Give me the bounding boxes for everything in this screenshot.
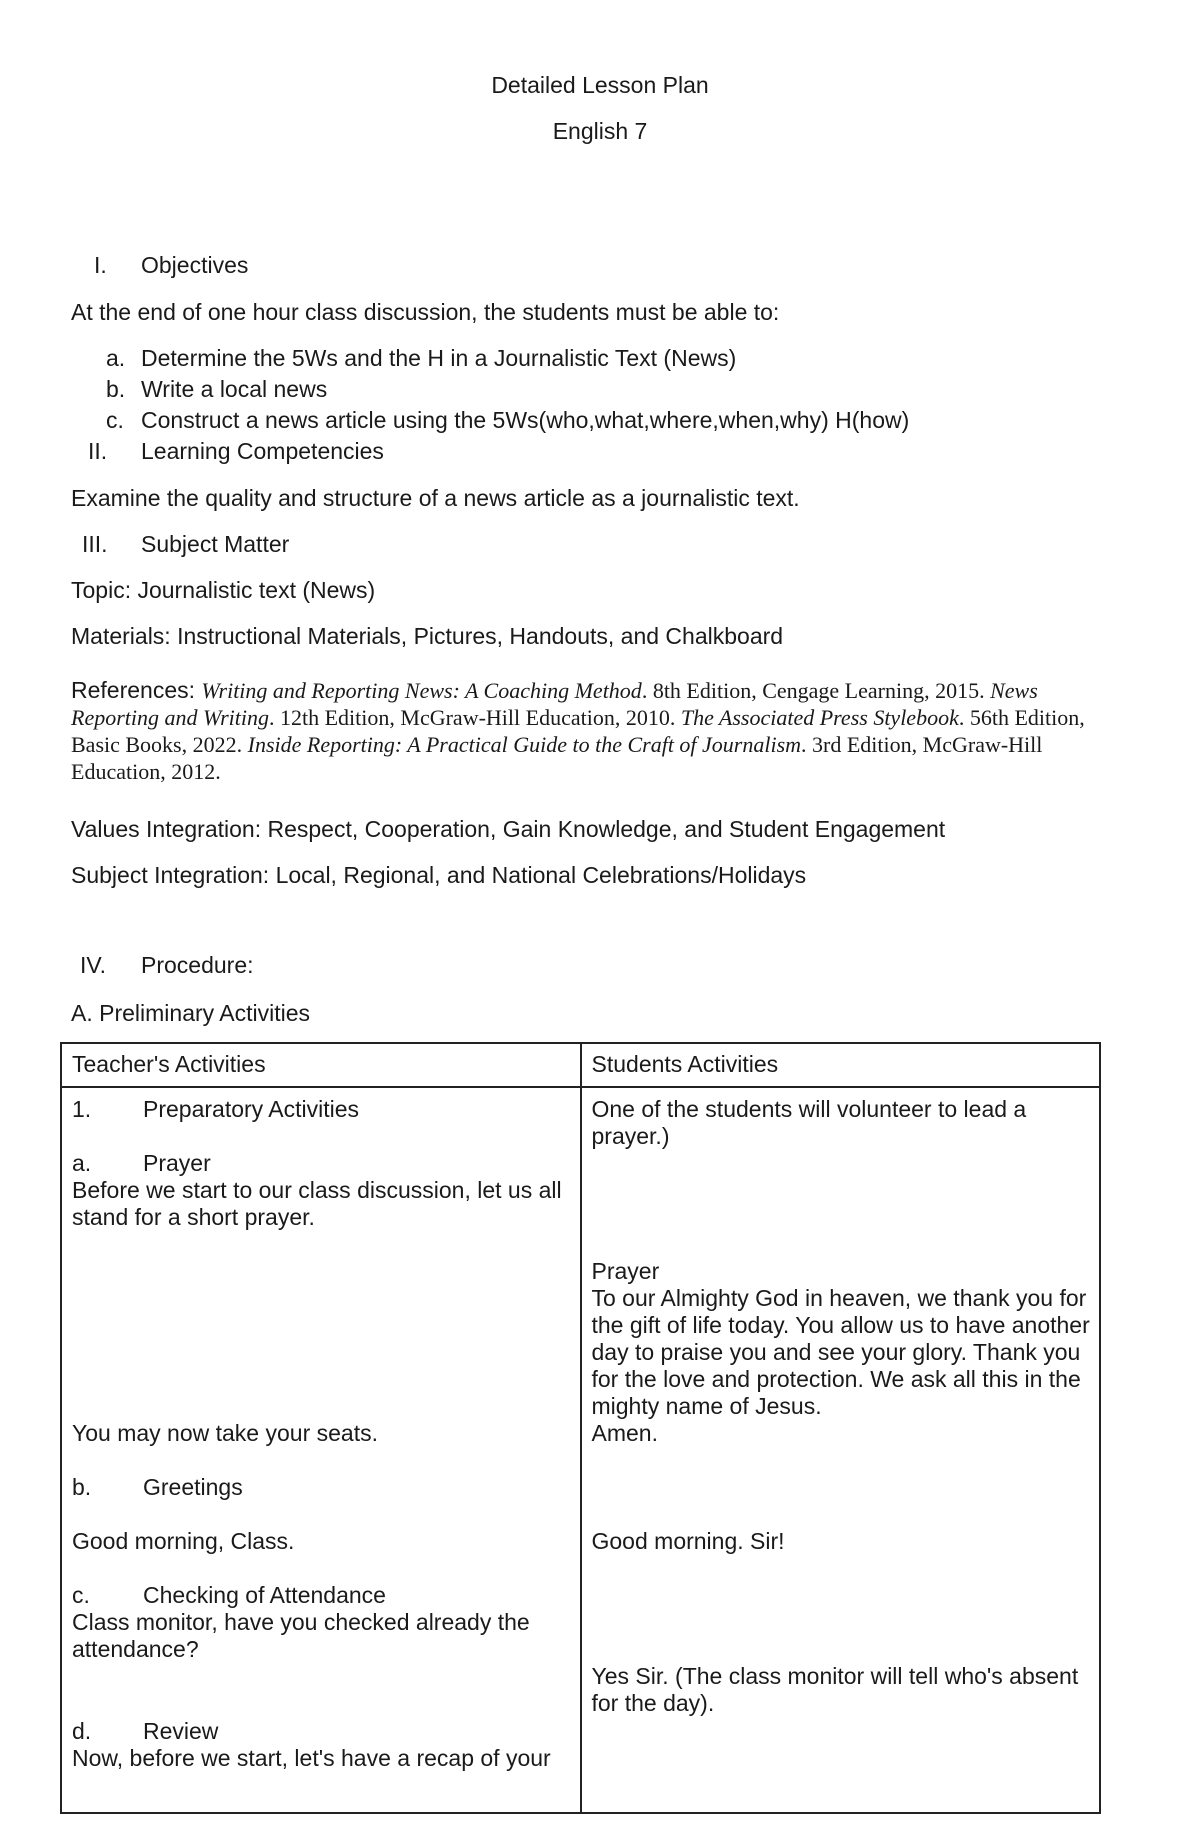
reference-3-details: . 56th Edition, Basic Books, 2022. (71, 705, 1085, 757)
prayer-instruction: Before we start to our class discussion, let us all stand for a short prayer. (72, 1177, 562, 1230)
student-prayer-label: Prayer (591, 1258, 660, 1284)
document-subtitle: English 7 (552, 118, 648, 144)
objective-marker-b: b. (106, 376, 126, 402)
greetings-marker: b. (72, 1474, 92, 1500)
amen-text: Amen. (591, 1420, 658, 1446)
reference-1-details: . 8th Edition, Cengage Learning, 2015. (641, 678, 991, 703)
objective-marker-a: a. (106, 345, 126, 371)
review-label: Review (143, 1718, 219, 1744)
competencies-numeral: II. (88, 438, 108, 464)
students-activities-cell (581, 1087, 1101, 1813)
seats-instruction: You may now take your seats. (72, 1420, 378, 1446)
objective-marker-c: c. (106, 407, 124, 433)
review-text: Now, before we start, let's have a recap of your (72, 1745, 551, 1771)
reference-1-title: Writing and Reporting News: A Coaching Method (201, 678, 642, 703)
objectives-intro: At the end of one hour class discussion, the students must be able to: (71, 299, 780, 325)
objectives-heading: Objectives (141, 252, 249, 278)
reference-3-title: The Associated Press Stylebook (680, 705, 959, 730)
review-marker: d. (72, 1718, 92, 1744)
reference-4-details: . 3rd Edition, McGraw-Hill Education, 2012. (71, 732, 1043, 784)
activities-table (60, 1042, 1101, 1814)
greetings-label: Greetings (143, 1474, 243, 1500)
values-integration: Values Integration: Respect, Cooperation, Gain Knowledge, and Student Engagement (71, 816, 946, 842)
subject-integration: Subject Integration: Local, Regional, and National Celebrations/Holidays (71, 862, 807, 888)
reference-2-title: News Reporting and Writing (71, 678, 1038, 730)
competencies-text: Examine the quality and structure of a news article as a journalistic text. (71, 485, 800, 511)
table-header-row (61, 1043, 1100, 1087)
attendance-question: Class monitor, have you checked already the attendance? (72, 1609, 530, 1662)
procedure-heading: Procedure: (141, 952, 254, 978)
students-column-label: Students Activities (591, 1051, 779, 1077)
prep-label: Preparatory Activities (143, 1096, 360, 1122)
teacher-column-label: Teacher's Activities (72, 1051, 266, 1077)
student-prayer-text: To our Almighty God in heaven, we thank you for the gift of life today. You allow us to have another day to praise you and see your glory. Thank you for the love and protection. We ask all this in the mighty name of Jesus. (591, 1285, 1090, 1419)
reference-2-details: . 12th Edition, McGraw-Hill Education, 2010. (269, 705, 681, 730)
attendance-marker: c. (72, 1582, 90, 1608)
objectives-numeral: I. (94, 252, 107, 278)
subject-matter-numeral: III. (82, 531, 108, 557)
students-column-header (581, 1043, 1101, 1087)
references-label: References: (71, 677, 202, 703)
objective-item-c: Construct a news article using the 5Ws(who,what,where,when,why) H(how) (141, 407, 910, 433)
prayer-marker: a. (72, 1150, 92, 1176)
teacher-column-header (61, 1043, 581, 1087)
procedure-numeral: IV. (80, 952, 107, 978)
prep-number: 1. (72, 1096, 92, 1122)
greetings-text: Good morning, Class. (72, 1528, 295, 1554)
objective-item-b: Write a local news (141, 376, 328, 402)
topic-line: Topic: Journalistic text (News) (71, 577, 376, 603)
reference-4-title: Inside Reporting: A Practical Guide to the Craft of Journalism (247, 732, 802, 757)
subject-matter-heading: Subject Matter (141, 531, 290, 557)
preliminary-activities-heading: A. Preliminary Activities (71, 1000, 311, 1026)
competencies-heading: Learning Competencies (141, 438, 384, 464)
objective-item-a: Determine the 5Ws and the H in a Journalistic Text (News) (141, 345, 737, 371)
prayer-label: Prayer (143, 1150, 211, 1176)
table-row (61, 1087, 1100, 1813)
attendance-reply: Yes Sir. (The class monitor will tell who's absent for the day). (591, 1663, 1079, 1716)
volunteer-text: One of the students will volunteer to lead a prayer.) (591, 1096, 1027, 1149)
materials-line: Materials: Instructional Materials, Pictures, Handouts, and Chalkboard (71, 623, 784, 649)
references-paragraph (71, 677, 1111, 785)
document-title: Detailed Lesson Plan (491, 72, 709, 98)
greeting-reply: Good morning. Sir! (591, 1528, 785, 1554)
teacher-activities-cell (61, 1087, 581, 1813)
attendance-label: Checking of Attendance (143, 1582, 386, 1608)
